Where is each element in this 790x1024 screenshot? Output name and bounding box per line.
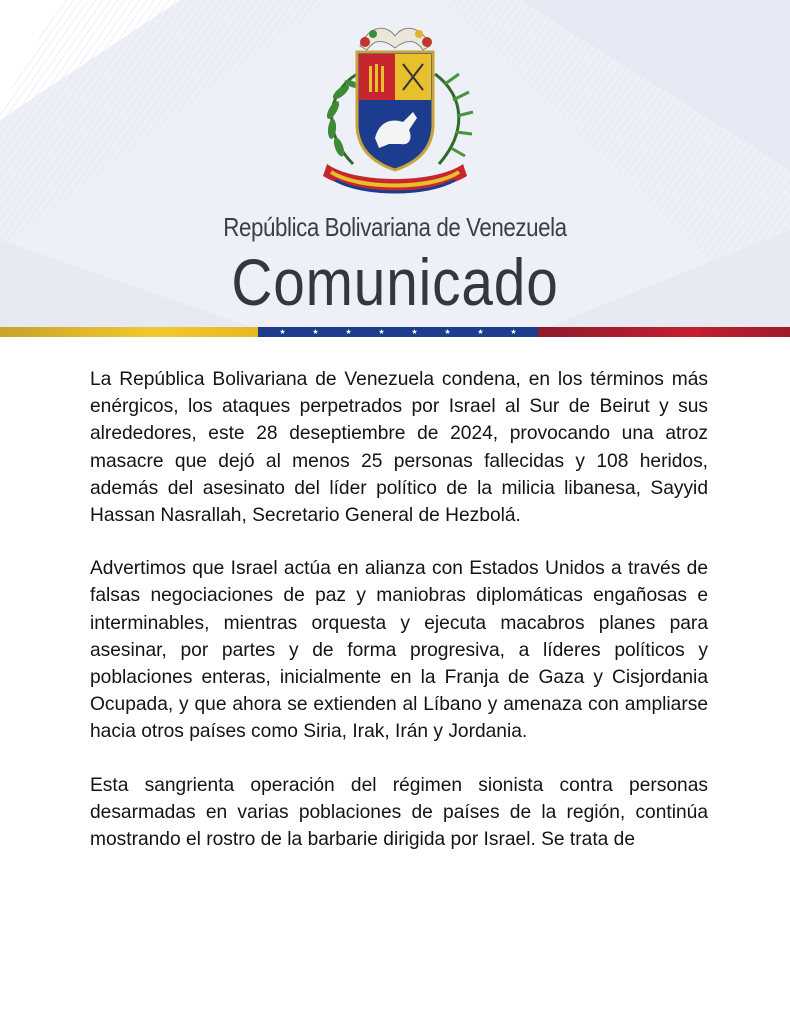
star-icon: ★ (345, 329, 352, 336)
paragraph-2: Advertimos que Israel actúa en alianza con Estados Unidos a través de falsas negociaciones de paz y maniobras diplomáticas engañosas e interminables, mientras orquesta y ejecuta macabros planes para asesinar, por partes y de forma progresiva, a líderes políticos y poblaciones enteras, inicialmente en la Franja de Gaza y Cisjordania Ocupada, y que ahora se extienden al Líbano y amenaza con ampliarse hacia otros países como Siria, Irak, Irán y Jordania. (90, 558, 708, 743)
star-icon: ★ (312, 329, 319, 336)
paragraph-1: La República Bolivariana de Venezuela condena, en los términos más enérgicos, los ataques perpetrados por Israel al Sur de Beirut y sus alrededores, este 28 deseptiembre de 2024, provocando una atroz masacre que dejó al menos 25 personas fallecidas y 108 heridos, además del asesinato del líder político de la milicia libanesa, Sayyid Hassan Nasrallah, Secretario General de Hezbolá. (90, 369, 708, 527)
stripe-red (538, 327, 790, 337)
star-icon: ★ (378, 329, 385, 336)
coat-of-arms-icon (305, 14, 485, 204)
stripe-blue (258, 327, 538, 337)
document-body (90, 366, 708, 879)
star-icon: ★ (477, 329, 484, 336)
page-title: Comunicado (231, 245, 559, 319)
star-icon: ★ (279, 329, 286, 336)
document-header (0, 0, 790, 362)
stripe-yellow (0, 327, 258, 337)
flag-stripe (0, 327, 790, 337)
star-icon: ★ (444, 329, 451, 336)
star-icon: ★ (411, 329, 418, 336)
paragraph-3: Esta sangrienta operación del régimen sionista contra personas desarmadas en varias poblaciones de países de la región, continúa mostrando el rostro de la barbarie dirigida por Israel. Se trata de (90, 774, 708, 851)
country-name: República Bolivariana de Venezuela (223, 212, 567, 242)
star-icon: ★ (510, 329, 517, 336)
